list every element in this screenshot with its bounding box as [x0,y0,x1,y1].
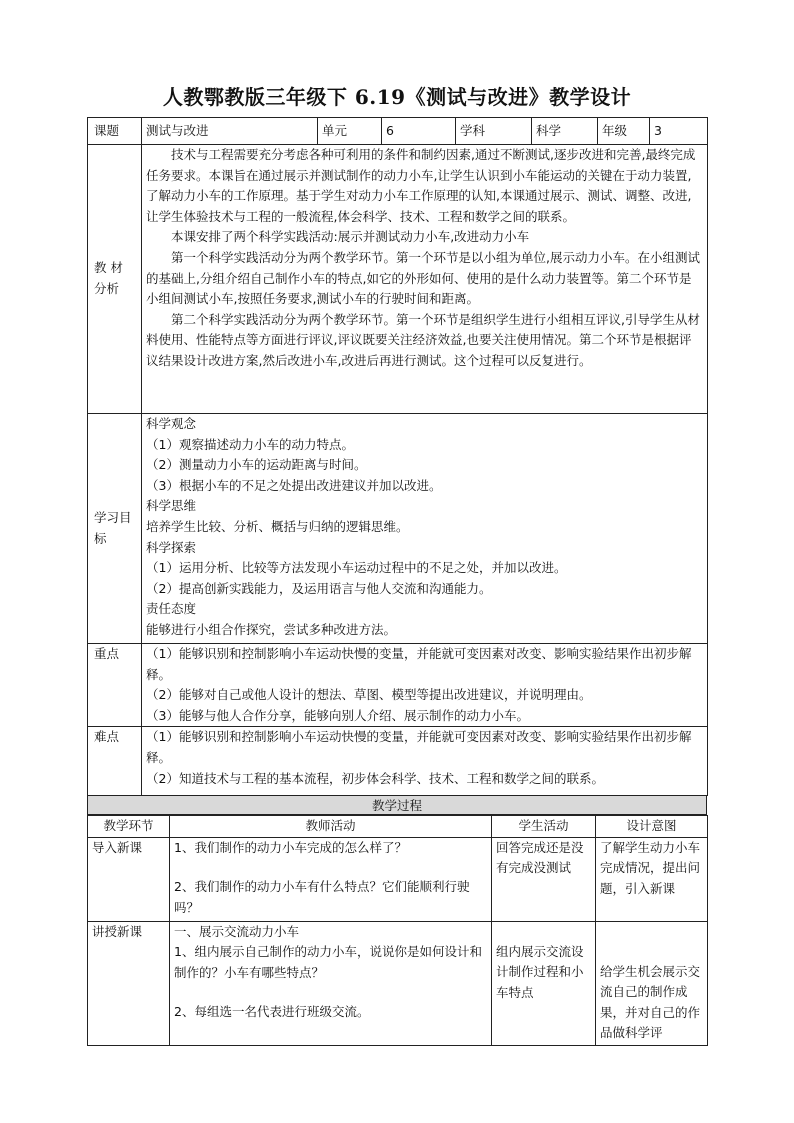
unit-value: 6 [382,118,456,145]
table-row [88,921,708,1045]
objective-line: （1）观察描述动力小车的动力特点。 [146,436,354,452]
subject-label: 学科 [456,118,532,145]
teacher-line [174,858,487,877]
difficulties-row [88,727,708,796]
column-header-student: 学生活动 [492,816,596,838]
analysis-paragraph: 第一个科学实践活动分为两个教学环节。第一个环节是以小组为单位,展示动力小车。在小组测试的基础上,分组介绍自己制作小车的特点,如它的外形如何、使用的是什么动力装置等。第二个环节是小组间测试小车,按照任务要求,测试小车的行驶时间和距离。 [146,249,700,307]
teacher-line: 一、展示交流动力小车 [174,923,300,939]
teacher-cell [170,837,492,921]
intent-cell [596,921,708,1045]
objective-line: （2）提高创新实践能力，及运用语言与他人交流和沟通能力。 [146,580,492,596]
lesson-info-table [87,117,708,796]
column-header-teacher: 教师活动 [170,816,492,838]
teacher-line: 1、我们制作的动力小车完成的怎么样了？ [174,839,407,855]
difficulty-line: （2）知道技术与工程的基本流程，初步体会科学、技术、工程和数学之间的联系。 [146,770,604,786]
objective-line: 科学探索 [146,539,197,555]
unit-label: 单元 [318,118,382,145]
key-point-line: （1）能够识别和控制影响小车运动快慢的变量，并能就可变因素对改变、影响实验结果作出初步解释。 [146,646,692,682]
intent-text: 给学生机会展示交流自己的制作成果，并对自己的作品做科学评 [600,963,701,1041]
objectives-row [88,414,708,644]
stage-cell: 导入新课 [88,837,170,921]
teacher-line: 2、每组选一名代表进行班级交流。 [174,1004,370,1020]
difficulty-line: （1）能够识别和控制影响小车运动快慢的变量，并能就可变因素对改变、影响实验结果作出初步解释。 [146,729,692,765]
analysis-label: 教 材 分析 [88,145,142,414]
process-header-row [88,816,708,838]
table-row [88,837,708,921]
objective-line: （1）运用分析、比较等方法发现小车运动过程中的不足之处，并加以改进。 [146,560,567,576]
key-points-label: 重点 [88,644,142,727]
objective-line: 能够进行小组合作探究，尝试多种改进方法。 [146,621,397,637]
analysis-row [88,145,708,414]
course-label: 课题 [88,118,142,145]
objective-line: 科学思维 [146,498,197,514]
teacher-line: 1、组内展示自己制作的动力小车，说说你是如何设计和制作的？小车有哪些特点？ [174,944,482,980]
teacher-cell [170,921,492,1045]
teacher-line: 2、我们制作的动力小车有什么特点？它们能顺利行驶吗？ [174,879,470,915]
key-points-row [88,644,708,727]
difficulties-label: 难点 [88,727,142,796]
stage-cell: 讲授新课 [88,921,170,1045]
intent-cell: 了解学生动力小车完成情况，提出问题，引入新课 [596,837,708,921]
grade-value: 3 [650,118,708,145]
analysis-paragraph: 本课安排了两个科学实践活动:展示并测试动力小车,改进动力小车 [171,229,530,245]
column-header-stage: 教学环节 [88,816,170,838]
objective-line: （2）测量动力小车的运动距离与时间。 [146,457,367,473]
student-cell [492,921,596,1045]
objectives-label: 学习目标 [88,414,142,644]
key-point-line: （2）能够对自己或他人设计的想法、草图、模型等提出改进建议，并说明理由。 [146,687,592,703]
student-cell: 回答完成还是没有完成没测试 [492,837,596,921]
analysis-paragraph: 技术与工程需要充分考虑各种可利用的条件和制约因素,通过不断测试,逐步改进和完善,最终完成任务要求。本课旨在通过展示并测试制作的动力小车,让学生认识到小车能运动的关键在于动力装置,了解动力小车的工作原理。基于学生对动力小车工作原理的认知,本课通过展示、测试、调整、改进,让学生体验技术与工程的一般流程,体会科学、技术、工程和数学之间的联系。 [146,147,696,224]
objective-line: 科学观念 [146,416,197,431]
objective-line: （3）根据小车的不足之处提出改进建议并加以改进。 [146,477,442,493]
process-table [87,815,708,1046]
grade-label: 年级 [598,118,650,145]
student-text: 组内展示交流设计制作过程和小车特点 [496,943,584,1000]
objective-line: 培养学生比较、分析、概括与归纳的逻辑思维。 [146,518,409,534]
analysis-paragraph: 第二个科学实践活动分为两个教学环节。第一个环节是组织学生进行小组相互评议,引导学生从材料使用、性能特点等方面进行评议,评议既要关注经济效益,也要关注使用情况。第二个环节是根据评议结果设计改进方案,然后改进小车,改进后再进行测试。这个过程可以反复进行。 [146,311,700,368]
header-row [88,118,708,145]
process-banner: 教学过程 [87,795,707,815]
subject-value: 科学 [532,118,598,145]
difficulties-content [142,727,708,796]
document-title: 人教鄂教版三年级下 6.19《测试与改进》教学设计 [162,85,632,109]
objective-line: 责任态度 [146,601,197,617]
objectives-content [142,414,708,644]
key-points-content [142,644,708,727]
teacher-line [174,983,487,1002]
column-header-intent: 设计意图 [596,816,708,838]
course-value: 测试与改进 [142,118,318,145]
analysis-content [142,145,708,414]
key-point-line: （3）能够与他人合作分享，能够向别人介绍、展示制作的动力小车。 [146,707,529,723]
